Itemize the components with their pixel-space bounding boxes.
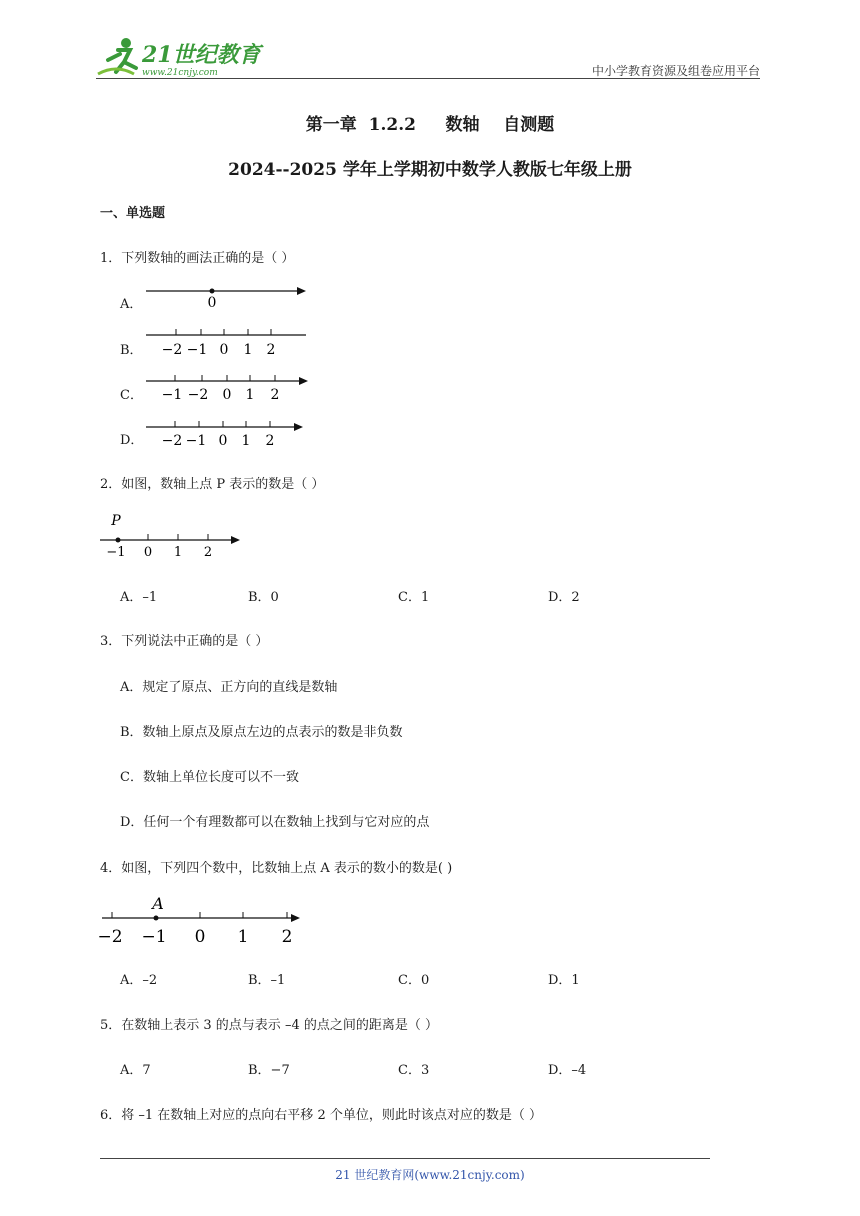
question-4-stem: 4．如图，下列四个数中，比数轴上点 A 表示的数小的数是( ) [100, 861, 453, 876]
q5-choice-a[interactable]: A．7 [120, 1063, 151, 1078]
q4-choice-b[interactable]: B．–1 [248, 973, 286, 988]
svg-text:1: 1 [243, 342, 253, 358]
q2-choice-a[interactable]: A．–1 [120, 590, 158, 605]
svg-text:2: 2 [266, 342, 276, 358]
q4-figure-number-line [97, 892, 310, 950]
logo-text: 21世纪教育 [142, 42, 261, 68]
q2-figure-number-line [98, 510, 248, 560]
svg-text:−1: −1 [186, 342, 208, 358]
svg-text:−1: −1 [185, 433, 207, 449]
svg-text:−1: −1 [141, 927, 167, 947]
svg-text:0: 0 [219, 342, 229, 358]
svg-text:1: 1 [173, 545, 183, 560]
site-logo [96, 34, 261, 78]
q2-choice-d[interactable]: D．2 [548, 590, 580, 605]
logo-url: www.21cnjy.com [142, 68, 218, 78]
page-subtitle: 2024--2025 学年上学期初中数学人教版七年级上册 [228, 160, 632, 180]
q3-choice-a[interactable]: A．规定了原点、正方向的直线是数轴 [120, 680, 338, 695]
q3-choice-c[interactable]: C．数轴上单位长度可以不一致 [120, 770, 299, 785]
q4-choice-c[interactable]: C．0 [398, 973, 430, 988]
q1-option-b-number-line [144, 328, 314, 360]
q3-choice-b[interactable]: B．数轴上原点及原点左边的点表示的数是非负数 [120, 725, 403, 740]
q1-option-b-label[interactable]: B． [120, 343, 143, 358]
footer-link[interactable]: 21 世纪教育网(www.21cnjy.com) [335, 1168, 525, 1182]
q4-choice-d[interactable]: D．1 [548, 973, 580, 988]
svg-text:0: 0 [222, 387, 232, 403]
question-5-stem: 5．在数轴上表示 3 的点与表示 –4 的点之间的距离是（ ） [100, 1018, 438, 1033]
q1-option-c-number-line [144, 372, 314, 404]
q5-choice-d[interactable]: D．–4 [548, 1063, 587, 1078]
svg-text:−1: −1 [106, 545, 126, 560]
svg-text:2: 2 [270, 387, 280, 403]
svg-text:−2: −2 [161, 342, 183, 358]
svg-text:1: 1 [245, 387, 255, 403]
svg-text:0: 0 [207, 295, 217, 311]
svg-text:2: 2 [265, 433, 275, 449]
question-2-stem: 2．如图，数轴上点 P 表示的数是（ ） [100, 477, 325, 492]
q1-option-d-number-line [144, 418, 314, 450]
svg-text:P: P [111, 513, 121, 529]
svg-text:0: 0 [194, 927, 206, 947]
svg-text:−2: −2 [161, 433, 183, 449]
question-3-stem: 3．下列说法中正确的是（ ） [100, 634, 269, 649]
q2-choice-b[interactable]: B．0 [248, 590, 279, 605]
page-title: 第一章 1.2.2 数轴 自测题 [305, 115, 555, 135]
svg-text:−1: −1 [161, 387, 183, 403]
svg-text:1: 1 [237, 927, 249, 947]
q5-choice-b[interactable]: B．−7 [248, 1063, 290, 1078]
section-heading: 一、单选题 [100, 206, 166, 221]
header-divider [96, 78, 760, 79]
svg-text:0: 0 [143, 545, 153, 560]
question-1-stem: 1．下列数轴的画法正确的是（ ） [100, 251, 295, 266]
svg-text:−2: −2 [97, 927, 123, 947]
svg-text:2: 2 [281, 927, 293, 947]
footer-divider [100, 1158, 710, 1159]
platform-name: 中小学教育资源及组卷应用平台 [591, 64, 760, 78]
q3-choice-d[interactable]: D．任何一个有理数都可以在数轴上找到与它对应的点 [120, 815, 430, 830]
svg-text:1: 1 [241, 433, 251, 449]
question-6-stem: 6．将 –1 在数轴上对应的点向右平移 2 个单位，则此时该点对应的数是（ ） [100, 1108, 542, 1123]
runner-icon [98, 38, 136, 74]
q1-option-a-label[interactable]: A． [120, 297, 143, 312]
q5-choice-c[interactable]: C．3 [398, 1063, 430, 1078]
q1-option-c-label[interactable]: C． [120, 388, 143, 403]
svg-text:0: 0 [218, 433, 228, 449]
svg-text:2: 2 [203, 545, 213, 560]
q4-choice-a[interactable]: A．–2 [120, 973, 158, 988]
svg-text:−2: −2 [187, 387, 209, 403]
q1-option-a-number-line [144, 282, 314, 312]
q1-option-d-label[interactable]: D． [120, 433, 144, 448]
svg-text:A: A [152, 894, 164, 913]
q2-choice-c[interactable]: C．1 [398, 590, 430, 605]
